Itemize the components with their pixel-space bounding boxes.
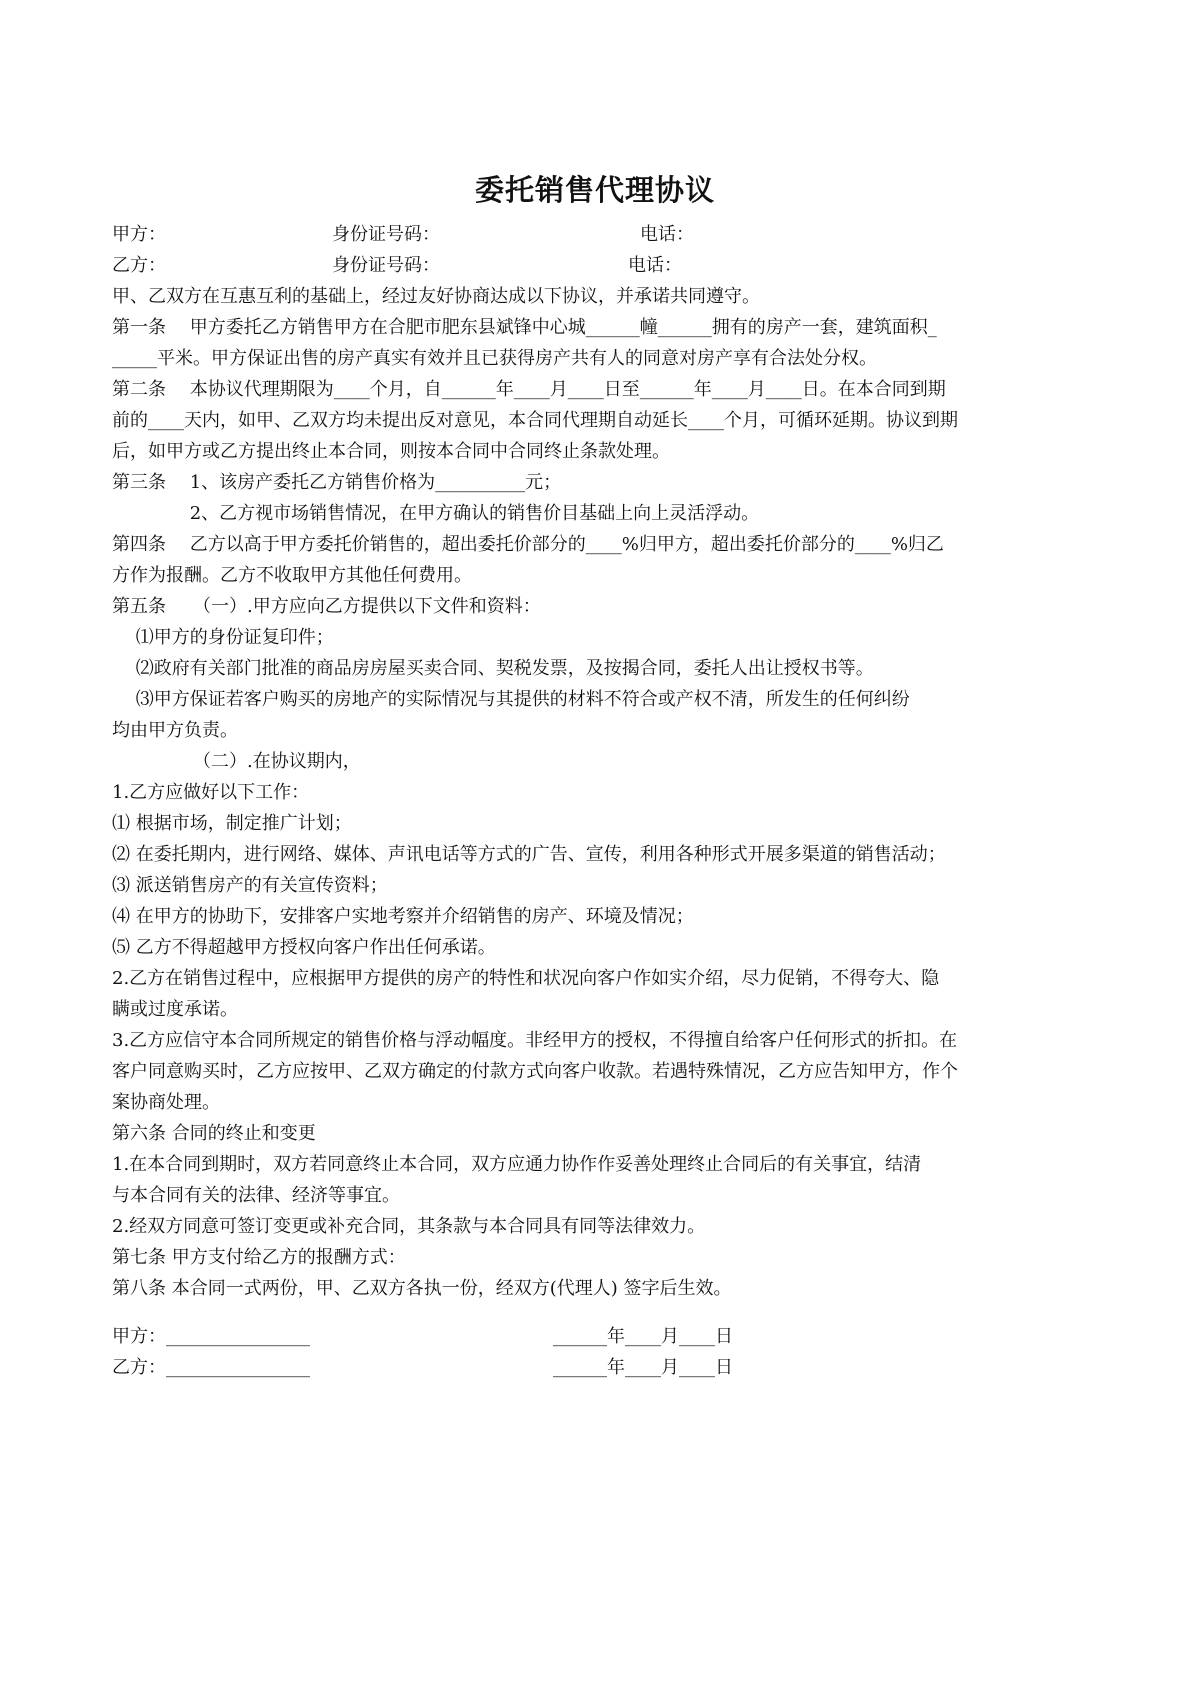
contract-line: 第二条 本协议代理期限为____个月，自______年____月____日至______年____月____日。在本合同到期 xyxy=(112,379,946,400)
contract-line: 均由甲方负责。 xyxy=(112,720,238,741)
contract-line: 前的____天内，如甲、乙双方均未提出反对意见，本合同代理期自动延长____个月，可循环延期。协议到期 xyxy=(112,410,958,431)
contract-line: 第三条 1、该房产委托乙方销售价格为__________元； xyxy=(112,472,562,493)
party-a-phone-label: 电话： xyxy=(640,224,694,245)
party-b-id-label: 身份证号码： xyxy=(332,255,440,276)
contract-line: 案协商处理。 xyxy=(112,1092,220,1113)
contract-line: ⑶甲方保证若客户购买的房地产的实际情况与其提供的材料不符合或产权不清，所发生的任何纠纷 xyxy=(112,689,910,710)
contract-line: 第五条 （一）.甲方应向乙方提供以下文件和资料： xyxy=(112,596,541,617)
contract-line: _____平米。甲方保证出售的房产真实有效并且已获得房产共有人的同意对房产享有合法处分权。 xyxy=(112,348,877,369)
document-title: 委托销售代理协议 xyxy=(474,173,715,207)
signature-date-b: ______年____月____日 xyxy=(553,1357,733,1378)
contract-line: （二）.在协议期内， xyxy=(112,751,361,772)
contract-line: 与本合同有关的法律、经济等事宜。 xyxy=(112,1185,400,1206)
contract-line: 甲、乙双方在互惠互利的基础上，经过友好协商达成以下协议，并承诺共同遵守。 xyxy=(112,286,760,307)
contract-line: 后，如甲方或乙方提出终止本合同，则按本合同中合同终止条款处理。 xyxy=(112,441,670,462)
contract-line: 第一条 甲方委托乙方销售甲方在合肥市肥东县斌锋中心城______幢______拥有的房产一套，建筑面积_ xyxy=(112,317,937,338)
contract-line: ⑵ 在委托期内，进行网络、媒体、声讯电话等方式的广告、宣传，利用各种形式开展多渠道的销售活动； xyxy=(112,844,946,865)
contract-line: 第四条 乙方以高于甲方委托价销售的，超出委托价部分的____%归甲方，超出委托价部分的____%归乙 xyxy=(112,534,944,555)
contract-line: 2、乙方视市场销售情况，在甲方确认的销售价目基础上向上灵活浮动。 xyxy=(112,503,760,524)
contract-line: ⑴ 根据市场，制定推广计划； xyxy=(112,813,352,834)
contract-line: 2.经双方同意可签订变更或补充合同，其条款与本合同具有同等法律效力。 xyxy=(112,1216,706,1237)
signature-party-b: 乙方：________________ xyxy=(112,1357,310,1378)
contract-line: ⑵政府有关部门批准的商品房房屋买卖合同、契税发票，及按揭合同，委托人出让授权书等。 xyxy=(112,658,874,679)
contract-line: 1.在本合同到期时，双方若同意终止本合同，双方应通力协作作妥善处理终止合同后的有关事宜，结清 xyxy=(112,1154,922,1175)
contract-line: 第六条 合同的终止和变更 xyxy=(112,1123,316,1144)
party-b-label: 乙方： xyxy=(112,255,166,276)
contract-line: ⑸ 乙方不得超越甲方授权向客户作出任何承诺。 xyxy=(112,937,496,958)
party-a-label: 甲方： xyxy=(112,224,166,245)
contract-line: 3.乙方应信守本合同所规定的销售价格与浮动幅度。非经甲方的授权，不得擅自给客户任何形式的折扣。在 xyxy=(112,1030,958,1051)
contract-line: 第八条 本合同一式两份，甲、乙双方各执一份，经双方(代理人) 签字后生效。 xyxy=(112,1278,732,1299)
signature-date-a: ______年____月____日 xyxy=(553,1326,733,1347)
party-b-phone-label: 电话： xyxy=(628,255,682,276)
contract-line: 方作为报酬。乙方不收取甲方其他任何费用。 xyxy=(112,565,472,586)
contract-line: ⑴甲方的身份证复印件； xyxy=(112,627,334,648)
contract-line: 瞒或过度承诺。 xyxy=(112,999,238,1020)
contract-line: ⑷ 在甲方的协助下，安排客户实地考察并介绍销售的房产、环境及情况； xyxy=(112,906,694,927)
contract-line: 2.乙方在销售过程中，应根据甲方提供的房产的特性和状况向客户作如实介绍，尽力促销，不得夸大、隐 xyxy=(112,968,940,989)
contract-line: 客户同意购买时，乙方应按甲、乙双方确定的付款方式向客户收款。若遇特殊情况，乙方应告知甲方，作个 xyxy=(112,1061,958,1082)
party-a-id-label: 身份证号码： xyxy=(332,224,440,245)
contract-line: 第七条 甲方支付给乙方的报酬方式： xyxy=(112,1247,406,1268)
contract-line: ⑶ 派送销售房产的有关宣传资料； xyxy=(112,875,388,896)
contract-line: 1.乙方应做好以下工作： xyxy=(112,782,310,803)
signature-party-a: 甲方：________________ xyxy=(112,1326,310,1347)
